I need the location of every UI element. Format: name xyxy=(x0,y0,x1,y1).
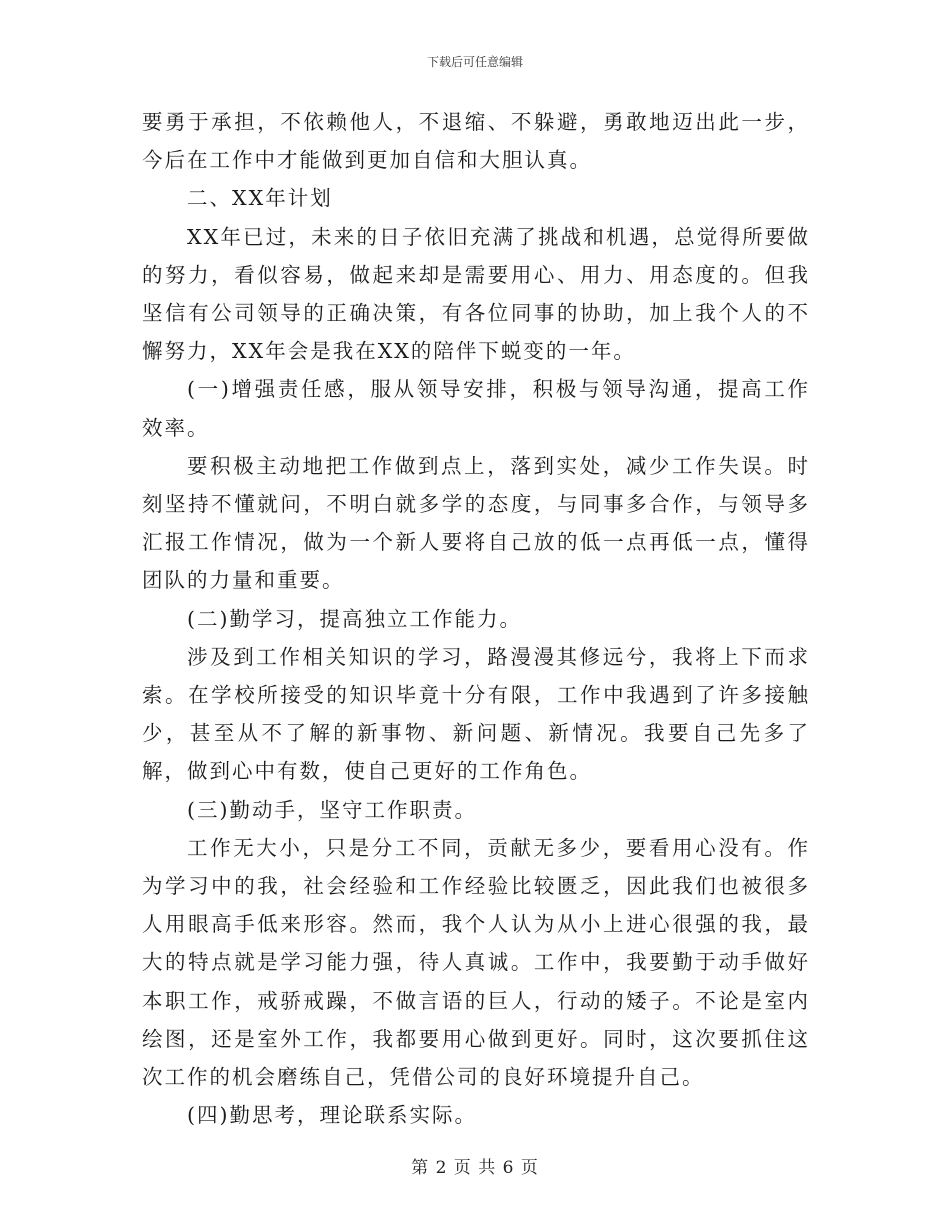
section-heading-plan: 二、XX年计划 xyxy=(187,186,333,211)
paragraph-3: XX年已过，未来的日子依旧充满了挑战和机遇，总觉得所要做的努力，看似容易，做起来却是需要用心、用力、用态度的。但我坚信有公司领导的正确决策，有各位同事的协助，加上我个人的不懈努力，XX年会是我在XX的陪伴下蜕变的一年。 xyxy=(142,224,810,364)
subheading-3: (三)勤动手，坚守工作职责。 xyxy=(187,797,477,822)
paragraph-7: 涉及到工作相关知识的学习，路漫漫其修远兮，我将上下而求索。在学校所接受的知识毕竟十分有限，工作中我遇到了许多接触少，甚至从不了解的新事物、新问题、新情况。我要自己先多了解，做到心中有数，使自己更好的工作角色。 xyxy=(142,644,810,784)
paragraph-9: 工作无大小，只是分工不同，贡献无多少，要看用心没有。作为学习中的我，社会经验和工作经验比较匮乏，因此我们也被很多人用眼高手低来形容。然而，我个人认为从小上进心很强的我，最大的特点就是学习能力强，待人真诚。工作中，我要勤于动手做好本职工作，戒骄戒躁，不做言语的巨人，行动的矮子。不论是室内绘图，还是室外工作，我都要用心做到更好。同时，这次要抓住这次工作的机会磨练自己，凭借公司的良好环境提升自己。 xyxy=(142,835,810,1090)
paragraph-1: 要勇于承担，不依赖他人，不退缩、不躲避，勇敢地迈出此一步，今后在工作中才能做到更加自信和大胆认真。 xyxy=(142,110,810,173)
page-header: 下载后可任意编辑 xyxy=(426,55,523,69)
subheading-1: (一)增强责任感，服从领导安排，积极与领导沟通，提高工作效率。 xyxy=(142,377,810,440)
subheading-4: (四)勤思考，理论联系实际。 xyxy=(187,1103,477,1128)
subheading-2: (二)勤学习，提高独立工作能力。 xyxy=(187,606,522,631)
page-number: 第 2 页 共 6 页 xyxy=(411,1158,539,1178)
document-body xyxy=(142,103,810,1134)
paragraph-5: 要积极主动地把工作做到点上，落到实处，减少工作失误。时刻坚持不懂就问，不明白就多学的态度，与同事多合作，与领导多汇报工作情况，做为一个新人要将自己放的低一点再低一点，懂得团队的力量和重要。 xyxy=(142,453,810,593)
